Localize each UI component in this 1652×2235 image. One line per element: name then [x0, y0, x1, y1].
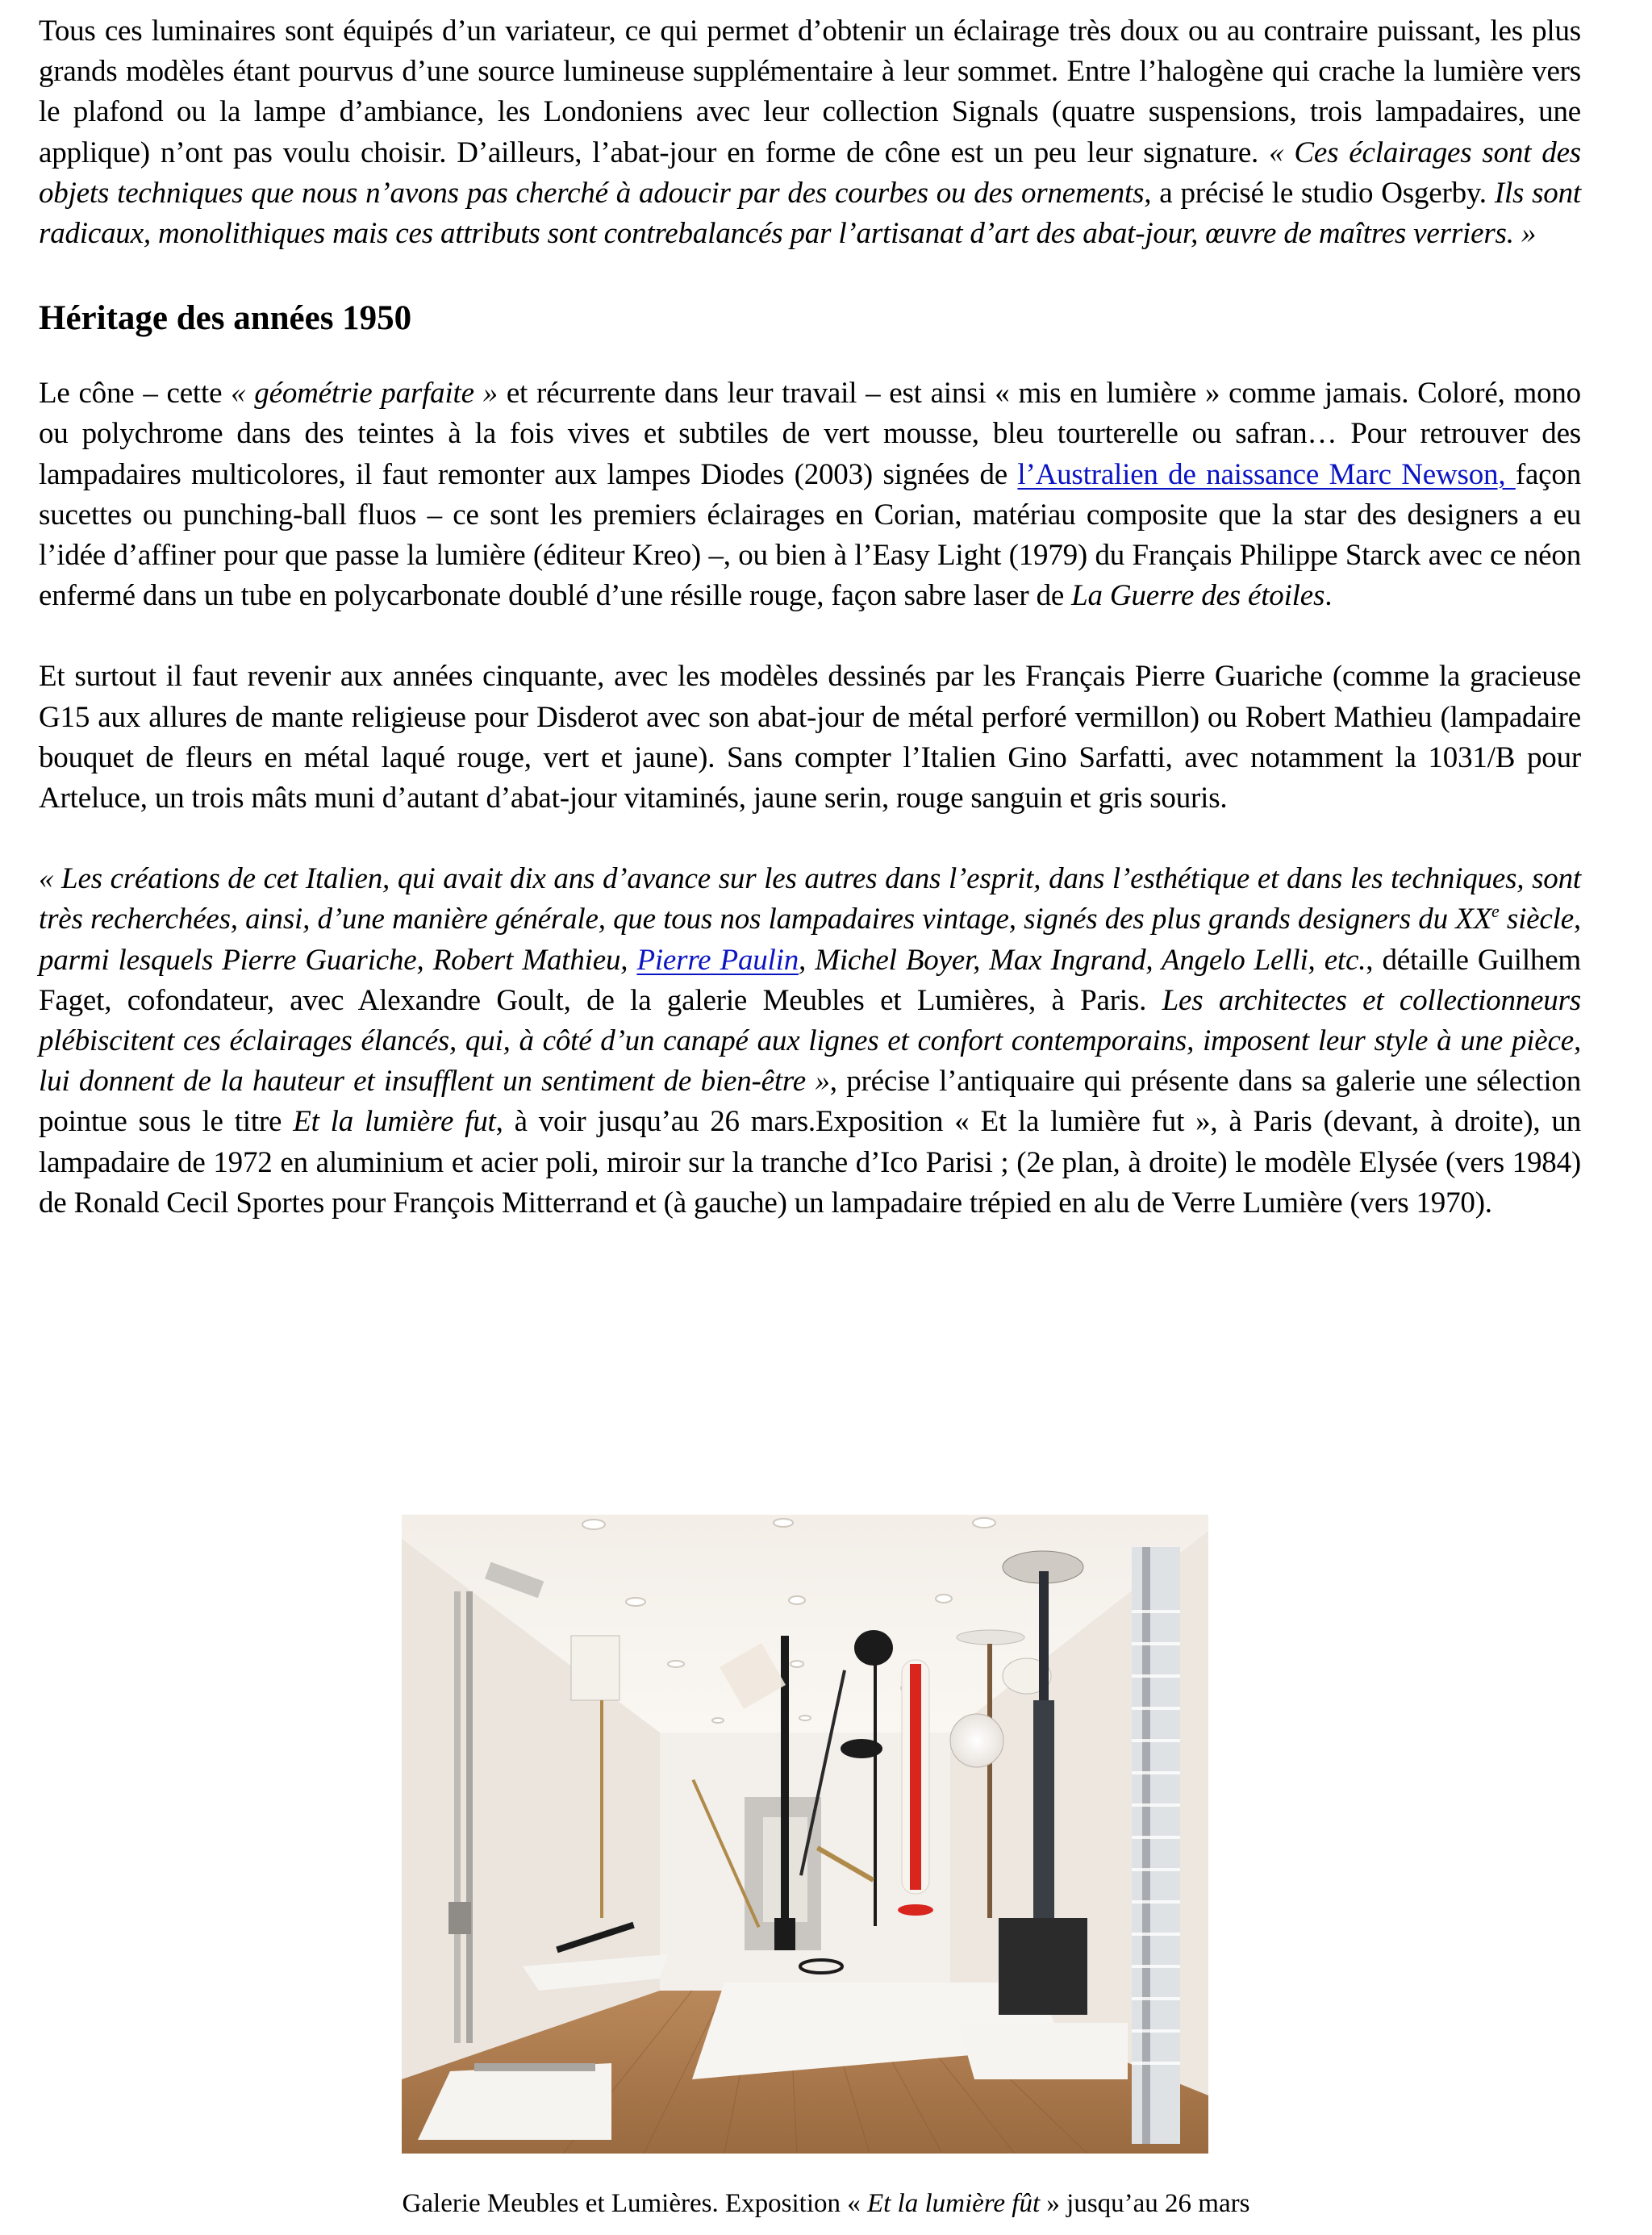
photo-caption	[0, 2187, 1652, 2220]
caption-title: Et la lumière fût	[866, 2189, 1041, 2218]
superscript-e: e	[1491, 901, 1500, 922]
text-run: et récurrente dans leur travail – est ainsi « mis en lumière » comme jamais. Coloré, mono ou polychrome dans des teintes à la fois vives et subtiles de vert mousse, bleu tourterelle ou safran… Pour retrouver des lampadaires multicolores, il faut remonter aux lampes Diodes (2003) signées de	[39, 377, 1581, 491]
title-guerre-des-etoiles: La Guerre des étoiles	[1071, 579, 1325, 613]
quote-faget-3: , Michel Boyer, Max Ingrand, Angelo Lelli, etc.	[799, 943, 1366, 977]
quote-osgerby-1: « Ces éclairages sont des objets techniques que nous n’avons pas cherché à adoucir par des courbes ou des ornements,	[39, 136, 1581, 210]
text-run: , détaille Guilhem Faget, cofondateur, avec Alexandre Goult, de la galerie Meubles et Lumières, à Paris.	[39, 943, 1581, 1017]
spacer	[39, 254, 1581, 294]
spacer	[39, 343, 1581, 373]
caption-text: Galerie Meubles et Lumières. Exposition «	[402, 2189, 867, 2218]
text-run: a précisé le studio Osgerby.	[1151, 176, 1495, 210]
text-run: .	[1325, 579, 1333, 613]
marc-newson-link[interactable]: l’Australien de naissance Marc Newson,	[1017, 457, 1516, 491]
text-run: , précise l’antiquaire qui présente dans sa galerie une sélection pointue sous le titre	[39, 1065, 1581, 1139]
paragraph-annees-cinquante: Et surtout il faut revenir aux années cinquante, avec les modèles dessinés par les Français Pierre Guariche (comme la gracieuse G15 aux allures de mante religieuse pour Disderot avec son abat-jour de métal perforé vermillon) ou Robert Mathieu (lampadaire bouquet de fleurs en métal laqué rouge, vert et jaune). Sans compter l’Italien Gino Sarfatti, avec notamment la 1031/B pour Arteluce, un trois mâts muni d’autant d’abat-jour vitaminés, jaune serin, rouge sanguin et gris souris.	[39, 660, 1581, 815]
acrylic-column-lamp	[1132, 1547, 1180, 2144]
paragraph-signals	[39, 11, 1581, 254]
quote-faget-1: « Les créations de cet Italien, qui avait dix ans d’avance sur les autres dans l’esprit, dans l’esthétique et dans les techniques, sont très recherchées, ainsi, d’une manière générale, que tous nos lampadaires vintage, signés des plus grands designers du XX	[39, 862, 1581, 936]
text-run: Tous ces luminaires sont équipés d’un variateur, ce qui permet d’obtenir un éclairage très doux ou au contraire puissant, les plus grands modèles étant pourvus d’une source lumineuse supplémentaire à leur sommet. Entre l’halogène qui crache la lumière vers le plafond ou la lampe d’ambiance, les Londoniens avec leur collection Signals (quatre suspensions, trois lampadaires, une applique) n’ont pas voulu choisir. D’ailleurs, l’abat-jour en forme de cône est un peu leur signature.	[39, 15, 1581, 169]
section-heading: Héritage des années 1950	[39, 299, 412, 338]
spacer	[39, 616, 1581, 657]
paragraph-galerie	[39, 859, 1581, 1224]
text-run: Le cône – cette	[39, 377, 232, 411]
title-et-la-lumiere-fut: Et la lumière fut	[293, 1105, 496, 1139]
quote-osgerby-2: Ils sont radicaux, monolithiques mais ces attributs sont contrebalancés par l’artisanat d’art des abat-jour, œuvre de maîtres verriers. »	[39, 176, 1581, 251]
paragraph-cone	[39, 373, 1581, 616]
article-body	[39, 11, 1581, 1224]
spacer	[39, 819, 1581, 859]
pierre-paulin-link[interactable]: Pierre Paulin	[636, 943, 799, 977]
gallery-photo-illustration	[402, 1515, 1208, 2154]
text-run: façon sucettes ou punching-ball fluos – ce sont les premiers éclairages en Corian, matériau composite que la star des designers a eu l’idée d’affiner pour que passe la lumière (éditeur Kreo) –, ou bien à l’Easy Light (1979) du Français Philippe Starck avec ce néon enfermé dans un tube en polycarbonate doublé d’une résille rouge, façon sabre laser de	[39, 457, 1581, 613]
quote-faget-4: Les architectes et collectionneurs plébiscitent ces éclairages élancés, qui, à côté d’un canapé aux lignes et confort contemporains, imposent leur style à une pièce, lui donnent de la hauteur et insufflent un sentiment de bien-être »	[39, 983, 1581, 1099]
text-run: , à voir jusqu’au 26 mars.Exposition « Et la lumière fut », à Paris (devant, à droite), un lampadaire de 1972 en aluminium et acier poli, miroir sur la tranche d’Ico Parisi ; (2e plan, à droite) le modèle Elysée (vers 1984) de Ronald Cecil Sportes pour François Mitterrand et (à gauche) un lampadaire trépied en alu de Verre Lumière (vers 1970).	[39, 1105, 1581, 1220]
quote-geometrie: « géométrie parfaite »	[231, 377, 498, 411]
caption-text: » jusqu’au 26 mars	[1040, 2189, 1250, 2218]
quote-faget-2: siècle, parmi lesquels Pierre Guariche, Robert Mathieu,	[39, 903, 1581, 977]
gallery-photo	[402, 1515, 1208, 2154]
